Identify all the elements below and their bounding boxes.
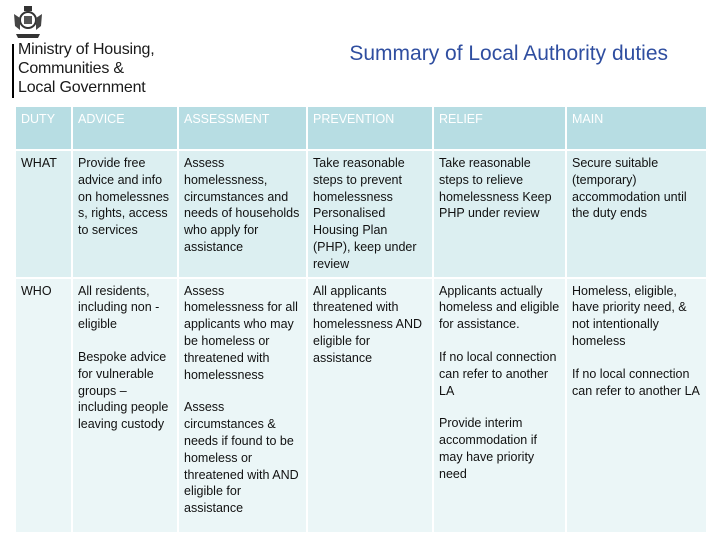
row-label-what: WHAT <box>16 151 71 277</box>
cell-who-main <box>567 279 706 532</box>
column-header-prevention: PREVENTION <box>308 107 432 149</box>
cell-paragraph: Applicants actually homeless and eligible for assistance. <box>439 283 560 332</box>
row-label-who: WHO <box>16 279 71 532</box>
column-header-duty: DUTY <box>16 107 71 149</box>
page-title: Summary of Local Authority duties <box>349 42 668 65</box>
logo-line: Local Government <box>18 79 146 96</box>
cell-paragraph: Assess homelessness for all applicants who may be homeless or threatened with homelessness <box>184 283 298 382</box>
cell-what-prevention <box>308 151 432 277</box>
table-row-who <box>16 279 706 532</box>
cell-paragraph: If no local connection can refer to another LA <box>572 366 700 398</box>
cell-paragraph: Provide free advice and info on homelessnes s, rights, access to services <box>78 156 170 238</box>
logo-line: Ministry of Housing, <box>18 41 155 58</box>
column-header-relief: RELIEF <box>434 107 565 149</box>
cell-paragraph: Take reasonable steps to relieve homelessness Keep PHP under review <box>439 156 552 221</box>
ministry-logo <box>10 4 180 96</box>
cell-paragraph: Take reasonable steps to prevent homelessness Personalised Housing Plan (PHP), keep under review <box>313 156 417 271</box>
table-row-what <box>16 151 706 277</box>
column-header-assessment: ASSESSMENT <box>179 107 306 149</box>
logo-line: Communities & <box>18 60 124 77</box>
cell-paragraph: Homeless, eligible, have priority need, & not intentionally homeless <box>572 283 687 348</box>
cell-paragraph: If no local connection can refer to another LA <box>439 349 557 398</box>
logo-divider <box>12 44 14 98</box>
cell-paragraph: Assess circumstances & needs if found to be homeless or threatened with AND eligible for assistance <box>184 400 299 516</box>
cell-who-advice <box>73 279 177 532</box>
duties-table <box>14 105 708 534</box>
cell-paragraph: All residents, including non -eligible <box>78 283 160 332</box>
column-header-main: MAIN <box>567 107 706 149</box>
cell-who-assessment <box>179 279 306 532</box>
cell-paragraph: Provide interim accommodation if may have priority need <box>439 416 537 481</box>
cell-paragraph: All applicants threatened with homelessness AND eligible for assistance <box>313 283 423 365</box>
cell-what-advice <box>73 151 177 277</box>
table-header-row <box>16 107 706 149</box>
column-header-advice: ADVICE <box>73 107 177 149</box>
cell-paragraph: Secure suitable (temporary) accommodation until the duty ends <box>572 156 687 221</box>
cell-what-main <box>567 151 706 277</box>
royal-crest-icon <box>10 4 46 40</box>
cell-paragraph: Assess homelessness, circumstances and needs of households who apply for assistance <box>184 156 300 254</box>
cell-who-relief <box>434 279 565 532</box>
cell-who-prevention <box>308 279 432 532</box>
logo-text <box>18 40 155 97</box>
cell-what-relief <box>434 151 565 277</box>
cell-what-assessment <box>179 151 306 277</box>
cell-paragraph: Bespoke advice for vulnerable groups – including people leaving custody <box>78 349 169 432</box>
